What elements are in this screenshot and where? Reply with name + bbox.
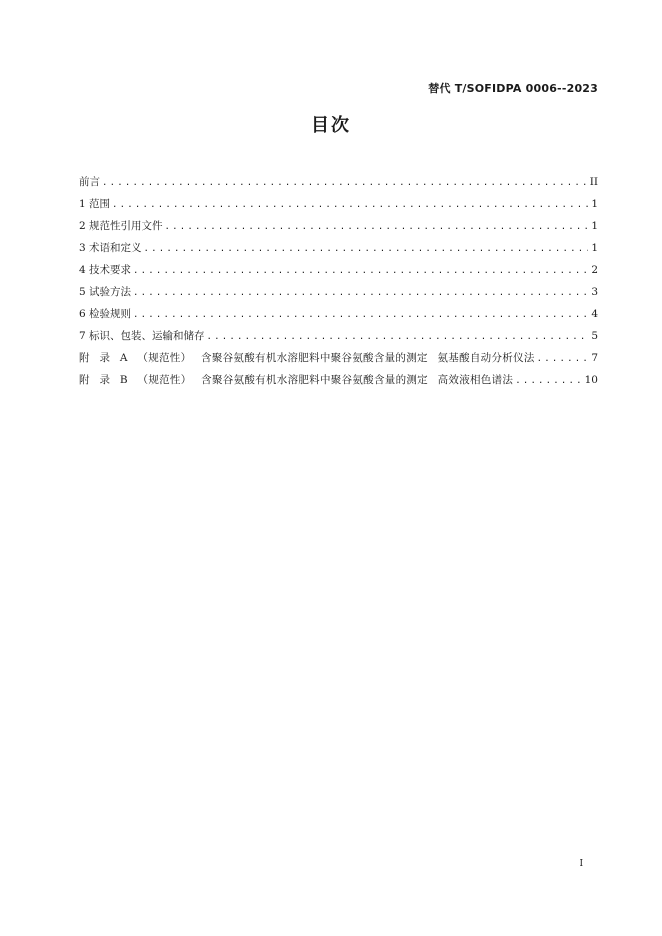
toc-leader-dots [102,172,588,194]
toc-entry-page: 10 [584,374,598,386]
toc-entry-test-methods[interactable] [79,281,598,303]
page-number: I [579,859,583,869]
toc-entry-label: 2 规范性引用文件 [79,220,163,232]
toc-entry-marking-packaging[interactable] [79,325,598,347]
toc-entry-page: 1 [591,242,598,254]
toc-leader-dots [165,216,588,238]
toc-entry-label: 4 技术要求 [79,264,132,276]
toc-entry-foreword[interactable] [79,171,598,193]
toc-leader-dots [207,326,588,348]
toc-entry-technical-requirements[interactable] [79,259,598,281]
toc-entry-appendix-b[interactable] [79,369,598,391]
standard-code: 替代 T/SOFIDPA 0006--2023 [428,82,598,95]
toc-entry-label: 附 录 A （规范性） 含聚谷氨酸有机水溶肥料中聚谷氨酸含量的测定 氨基酸自动分析仪法 [79,352,535,364]
toc-entry-terms-definitions[interactable] [79,237,598,259]
toc-entry-normative-references[interactable] [79,215,598,237]
toc-entry-label: 6 检验规则 [79,308,132,320]
toc-entry-page: 2 [591,264,598,276]
toc-entry-page: II [589,176,598,188]
toc-leader-dots [515,370,582,392]
toc-entry-page: 1 [591,198,598,210]
toc-entry-label: 附 录 B （规范性） 含聚谷氨酸有机水溶肥料中聚谷氨酸含量的测定 高效液相色谱法 [79,374,514,386]
toc-leader-dots [537,348,588,370]
toc-entry-appendix-a[interactable] [79,347,598,369]
toc-leader-dots [133,282,588,304]
toc-entry-label: 5 试验方法 [79,286,132,298]
toc-entry-page: 5 [591,330,598,342]
toc-entry-label: 3 术语和定义 [79,242,142,254]
toc-entry-label: 1 范围 [79,198,111,210]
toc-title: 目次 [311,115,351,136]
toc-leader-dots [112,194,588,216]
toc-entry-label: 前言 [79,176,100,188]
table-of-contents [79,171,598,391]
toc-entry-scope[interactable] [79,193,598,215]
toc-leader-dots [133,304,588,326]
toc-entry-page: 3 [591,286,598,298]
toc-leader-dots [144,238,588,260]
toc-entry-label: 7 标识、包装、运输和储存 [79,330,205,342]
toc-entry-page: 1 [591,220,598,232]
toc-entry-page: 4 [591,308,598,320]
toc-entry-inspection-rules[interactable] [79,303,598,325]
toc-leader-dots [133,260,588,282]
toc-entry-page: 7 [591,352,598,364]
